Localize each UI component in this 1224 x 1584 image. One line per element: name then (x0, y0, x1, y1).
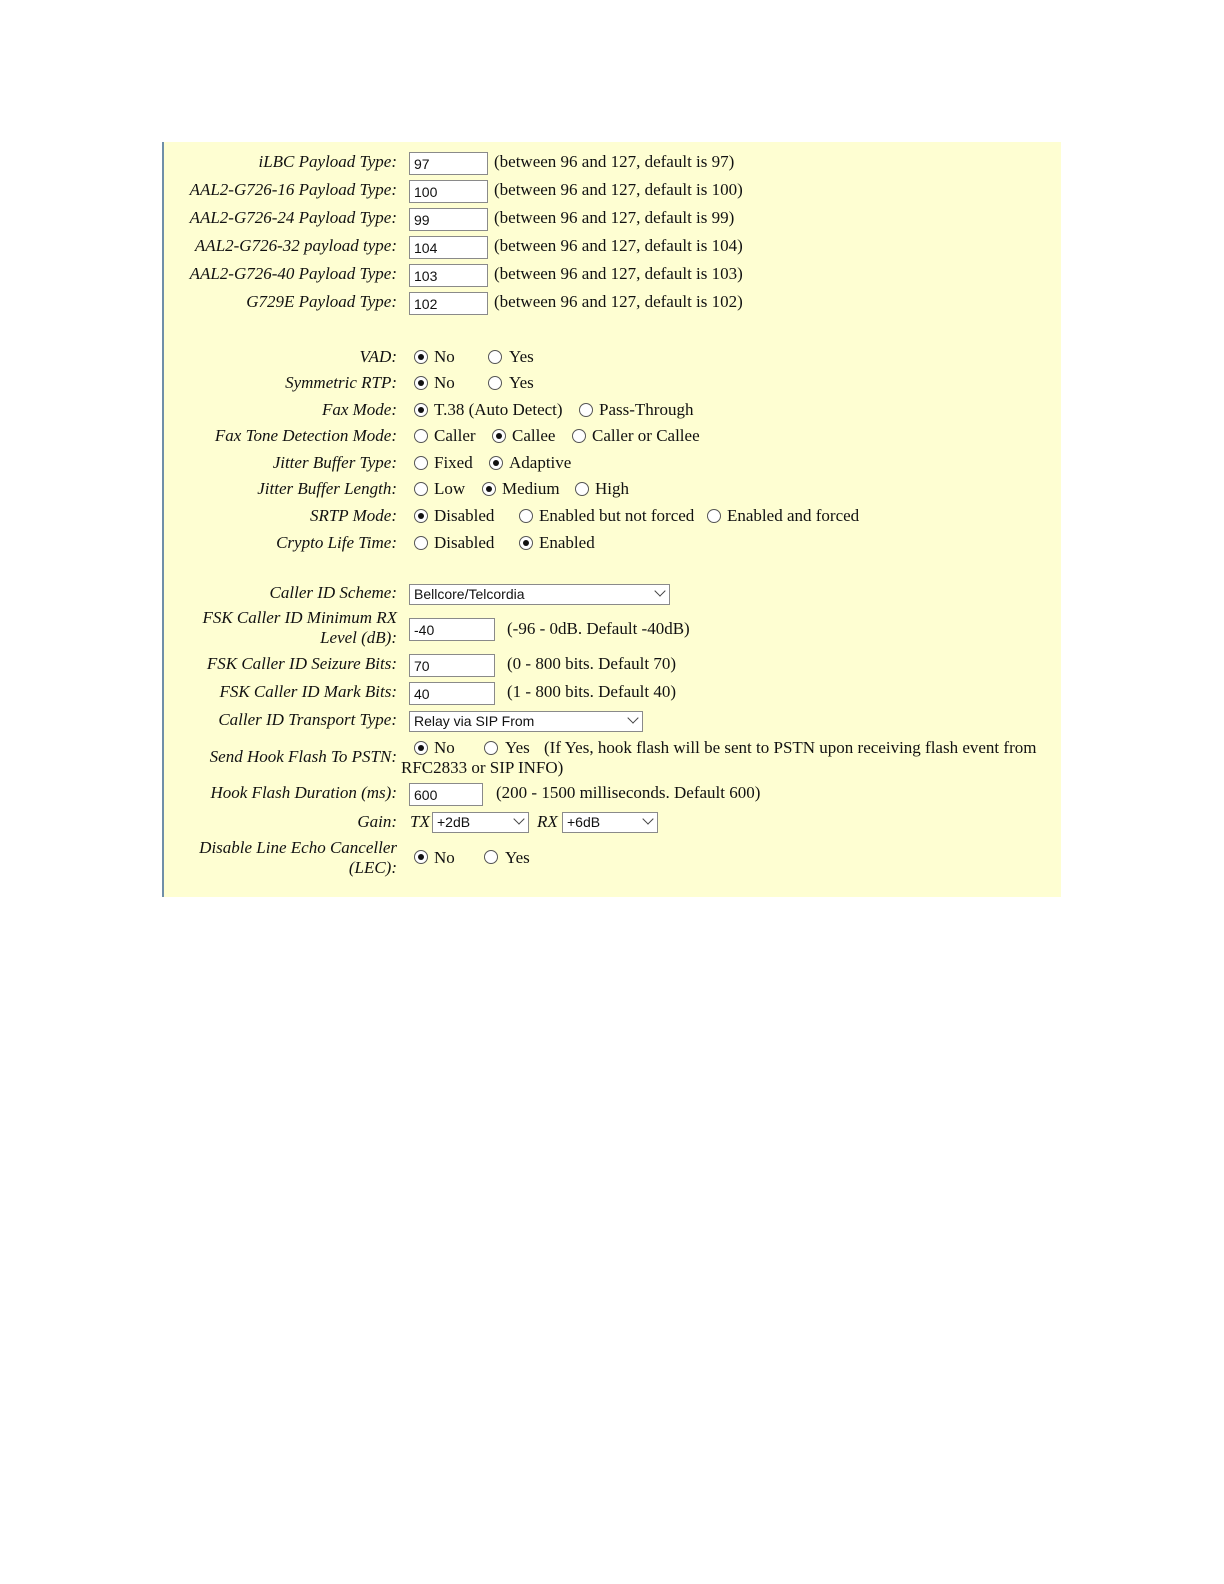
caller-id-transport-label: Caller ID Transport Type: (218, 710, 397, 729)
gain-label: Gain: (357, 812, 397, 831)
vad-no-label: No (434, 347, 455, 366)
jitter-length-high-radio[interactable] (575, 482, 589, 496)
chevron-down-icon (513, 813, 524, 824)
g726-40-hint: (between 96 and 127, default is 103) (494, 264, 743, 283)
crypto-enabled-radio[interactable] (519, 536, 533, 550)
lec-no-label: No (434, 848, 455, 867)
hook-flash-yes-radio[interactable] (484, 741, 498, 755)
fsk-mark-label: FSK Caller ID Mark Bits: (219, 682, 397, 701)
g726-16-payload-input[interactable] (409, 180, 488, 203)
fax-tone-caller-or-callee-radio[interactable] (572, 429, 586, 443)
lec-label: Disable Line Echo Canceller (LEC): (199, 838, 397, 877)
jitter-type-label: Jitter Buffer Type: (272, 453, 397, 472)
lec-yes-label: Yes (505, 848, 530, 867)
srtp-enabled-not-forced-radio[interactable] (519, 509, 533, 523)
fax-mode-t38-label: T.38 (Auto Detect) (434, 400, 563, 419)
hook-flash-no-label: No (434, 738, 455, 757)
srtp-enabled-forced-label: Enabled and forced (727, 506, 860, 525)
crypto-disabled-radio[interactable] (414, 536, 428, 550)
chevron-down-icon (627, 712, 638, 723)
fax-tone-label: Fax Tone Detection Mode: (214, 426, 397, 445)
jitter-length-low-radio[interactable] (414, 482, 428, 496)
caller-id-transport-value: Relay via SIP From (414, 713, 535, 729)
jitter-length-high-label: High (595, 479, 629, 498)
fax-mode-passthrough-radio[interactable] (579, 403, 593, 417)
fsk-seizure-label: FSK Caller ID Seizure Bits: (206, 654, 397, 673)
g726-16-label: AAL2-G726-16 Payload Type: (189, 180, 397, 199)
settings-panel (162, 142, 1061, 897)
symmetric-rtp-no-radio[interactable] (414, 376, 428, 390)
fsk-min-rx-input[interactable] (409, 618, 495, 641)
jitter-type-fixed-radio[interactable] (414, 456, 428, 470)
jitter-length-low-label: Low (434, 479, 466, 498)
g726-32-label: AAL2-G726-32 payload type: (194, 236, 397, 255)
srtp-mode-label: SRTP Mode: (309, 506, 397, 525)
fsk-mark-hint: (1 - 800 bits. Default 40) (507, 682, 677, 701)
jitter-length-label: Jitter Buffer Length: (257, 479, 397, 498)
g726-32-hint: (between 96 and 127, default is 104) (494, 236, 743, 255)
gain-rx-value: +6dB (567, 814, 601, 830)
jitter-length-medium-radio[interactable] (482, 482, 496, 496)
caller-id-transport-select[interactable] (409, 711, 643, 732)
lec-yes-radio[interactable] (484, 850, 498, 864)
caller-id-scheme-select[interactable] (409, 584, 670, 605)
hook-flash-note-line2: RFC2833 or SIP INFO) (401, 758, 564, 777)
caller-id-scheme-value: Bellcore/Telcordia (414, 586, 525, 602)
symmetric-rtp-no-label: No (434, 373, 455, 392)
srtp-enabled-forced-radio[interactable] (707, 509, 721, 523)
g729e-hint: (between 96 and 127, default is 102) (494, 292, 743, 311)
vad-yes-radio[interactable] (488, 350, 502, 364)
symmetric-rtp-label: Symmetric RTP: (285, 373, 397, 392)
jitter-length-medium-label: Medium (502, 479, 560, 498)
g726-24-payload-input[interactable] (409, 208, 488, 231)
lec-no-radio[interactable] (414, 850, 428, 864)
srtp-enabled-not-forced-label: Enabled but not forced (539, 506, 695, 525)
hook-flash-duration-label: Hook Flash Duration (ms): (210, 783, 397, 802)
g726-24-label: AAL2-G726-24 Payload Type: (189, 208, 397, 227)
g726-40-payload-input[interactable] (409, 264, 488, 287)
hook-flash-note-line1: (If Yes, hook flash will be sent to PSTN upon receiving flash event from (544, 738, 1037, 757)
vad-yes-label: Yes (509, 347, 534, 366)
crypto-disabled-label: Disabled (434, 533, 495, 552)
vad-no-radio[interactable] (414, 350, 428, 364)
chevron-down-icon (654, 585, 665, 596)
hook-flash-pstn-label: Send Hook Flash To PSTN: (209, 747, 397, 766)
caller-id-scheme-label: Caller ID Scheme: (269, 583, 397, 602)
g726-40-label: AAL2-G726-40 Payload Type: (189, 264, 397, 283)
hook-flash-no-radio[interactable] (414, 741, 428, 755)
ilbc-label: iLBC Payload Type: (258, 152, 397, 171)
hook-flash-duration-input[interactable] (409, 783, 483, 806)
jitter-type-fixed-label: Fixed (434, 453, 473, 472)
ilbc-hint: (between 96 and 127, default is 97) (494, 152, 735, 171)
srtp-disabled-label: Disabled (434, 506, 495, 525)
fax-tone-caller-radio[interactable] (414, 429, 428, 443)
fax-mode-passthrough-label: Pass-Through (599, 400, 694, 419)
jitter-type-adaptive-radio[interactable] (489, 456, 503, 470)
crypto-enabled-label: Enabled (539, 533, 595, 552)
gain-rx-label: RX (537, 812, 558, 831)
g726-16-hint: (between 96 and 127, default is 100) (494, 180, 743, 199)
fax-tone-caller-or-callee-label: Caller or Callee (592, 426, 700, 445)
gain-tx-label: TX (410, 812, 430, 831)
ilbc-payload-input[interactable] (409, 152, 488, 175)
fsk-mark-input[interactable] (409, 682, 495, 705)
hook-flash-duration-hint: (200 - 1500 milliseconds. Default 600) (496, 783, 761, 802)
fax-tone-callee-label: Callee (512, 426, 556, 445)
g729e-payload-input[interactable] (409, 292, 488, 315)
jitter-type-adaptive-label: Adaptive (509, 453, 572, 472)
gain-tx-value: +2dB (437, 814, 471, 830)
g726-32-payload-input[interactable] (409, 236, 488, 259)
fsk-seizure-hint: (0 - 800 bits. Default 70) (507, 654, 677, 673)
symmetric-rtp-yes-label: Yes (509, 373, 534, 392)
srtp-disabled-radio[interactable] (414, 509, 428, 523)
g729e-label: G729E Payload Type: (246, 292, 397, 311)
fax-mode-t38-radio[interactable] (414, 403, 428, 417)
fsk-min-rx-label: FSK Caller ID Minimum RX Level (dB): (202, 608, 397, 647)
gain-rx-select[interactable] (562, 812, 658, 833)
fax-tone-caller-label: Caller (434, 426, 476, 445)
symmetric-rtp-yes-radio[interactable] (488, 376, 502, 390)
chevron-down-icon (642, 813, 653, 824)
g726-24-hint: (between 96 and 127, default is 99) (494, 208, 735, 227)
fax-mode-label: Fax Mode: (321, 400, 397, 419)
fsk-seizure-input[interactable] (409, 654, 495, 677)
crypto-life-label: Crypto Life Time: (276, 533, 397, 552)
hook-flash-yes-label: Yes (505, 738, 530, 757)
gain-tx-select[interactable] (432, 812, 529, 833)
fsk-min-rx-hint: (-96 - 0dB. Default -40dB) (507, 619, 690, 638)
fax-tone-callee-radio[interactable] (492, 429, 506, 443)
vad-label: VAD: (359, 347, 397, 366)
